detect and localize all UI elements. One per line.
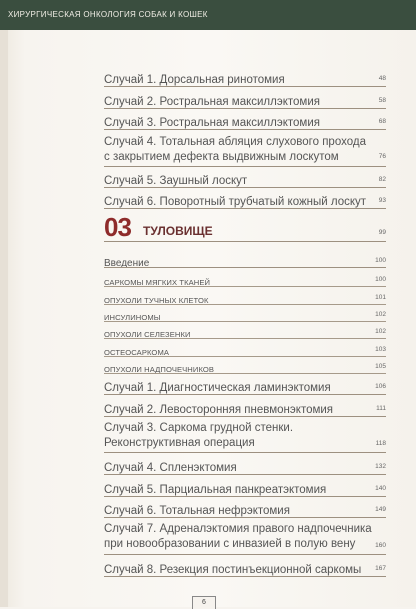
header-band xyxy=(0,0,416,30)
toc-rule xyxy=(104,321,386,322)
toc-rule xyxy=(104,554,386,555)
chapter-heading[interactable] xyxy=(104,212,386,242)
toc-entry[interactable] xyxy=(104,421,386,451)
toc-rule xyxy=(104,356,386,357)
toc-rule xyxy=(104,267,386,268)
chapter-rule xyxy=(104,241,386,242)
toc-entry[interactable] xyxy=(104,342,386,360)
toc-entry-title-line2: с закрытием дефекта выдвижным лоскутом xyxy=(104,151,339,163)
toc-rule xyxy=(104,394,386,395)
toc-entry[interactable] xyxy=(104,458,386,476)
toc-rule xyxy=(104,373,386,374)
toc-entry-title: Случай 5. Парциальная панкреатэктомия xyxy=(104,484,327,496)
toc-entry[interactable] xyxy=(104,290,386,308)
toc-entry-title: ОСТЕОСАРКОМА xyxy=(104,348,170,357)
toc-entry[interactable] xyxy=(104,92,386,110)
toc-entry-page: 48 xyxy=(378,75,386,82)
toc-rule xyxy=(104,474,386,475)
toc-rule xyxy=(104,187,386,188)
toc-entry-title: ОПУХОЛИ ТУЧНЫХ КЛЕТОК xyxy=(104,296,209,305)
toc-rule xyxy=(104,304,386,305)
toc-entry-title: Случай 2. Левосторонняя пневмонэктомия xyxy=(104,404,334,416)
toc-entry-title: ИНСУЛИНОМЫ xyxy=(104,313,161,322)
toc-entry[interactable] xyxy=(104,70,386,88)
toc-entry-page: 68 xyxy=(378,118,386,125)
toc-entry-title-line2: Реконструктивная операция xyxy=(104,437,255,449)
page-gutter xyxy=(0,30,8,607)
toc-entry-page: 76 xyxy=(378,153,386,160)
toc-rule xyxy=(104,452,386,453)
toc-entry[interactable] xyxy=(104,560,386,578)
toc-entry-page: 132 xyxy=(375,463,386,470)
toc-entry[interactable] xyxy=(104,307,386,325)
toc-entry-page: 93 xyxy=(378,197,386,204)
toc-entry-page: 101 xyxy=(375,294,386,301)
chapter-page: 99 xyxy=(378,229,386,236)
page-number: 6 xyxy=(192,596,216,609)
toc-entry-page: 102 xyxy=(375,311,386,318)
toc-entry-page: 100 xyxy=(375,276,386,283)
toc-rule xyxy=(104,338,386,339)
toc-entry-title: Случай 7. Адреналэктомия правого надпочечника xyxy=(104,523,372,535)
toc-entry[interactable] xyxy=(104,522,386,552)
toc-entry-title: Случай 6. Поворотный трубчатый кожный лоскут xyxy=(104,196,367,208)
toc-entry[interactable] xyxy=(104,359,386,377)
toc-entry-page: 140 xyxy=(375,485,386,492)
toc-entry[interactable] xyxy=(104,400,386,418)
toc-entry-page: 167 xyxy=(375,565,386,572)
toc-entry-title: САРКОМЫ МЯГКИХ ТКАНЕЙ xyxy=(104,278,211,287)
toc-entry-page: 58 xyxy=(378,97,386,104)
toc-rule xyxy=(104,496,386,497)
toc-rule xyxy=(104,416,386,417)
toc-entry-title: ОПУХОЛИ СЕЛЕЗЕНКИ xyxy=(104,330,191,339)
toc-entry-page: 106 xyxy=(375,383,386,390)
toc-entry-title-line2: при новообразовании с инвазией в полую вену xyxy=(104,538,356,550)
toc-entry-page: 82 xyxy=(378,176,386,183)
toc-entry-page: 105 xyxy=(375,363,386,370)
toc-entry-title: ОПУХОЛИ НАДПОЧЕЧНИКОВ xyxy=(104,365,215,374)
toc-entry[interactable] xyxy=(104,272,386,290)
toc-rule xyxy=(104,286,386,287)
toc-entry-title: Случай 1. Диагностическая ламинэктомия xyxy=(104,382,331,394)
toc-entry[interactable] xyxy=(104,324,386,342)
toc-entry-page: 160 xyxy=(375,542,386,549)
toc-entry-page: 149 xyxy=(375,506,386,513)
toc-entry[interactable] xyxy=(104,171,386,189)
toc-rule xyxy=(104,108,386,109)
toc-entry[interactable] xyxy=(104,480,386,498)
toc-entry-title: Введение xyxy=(104,258,150,269)
toc-entry-title: Случай 3. Саркома грудной стенки. xyxy=(104,422,294,434)
toc-entry-title: Случай 8. Резекция постинъекционной саркомы xyxy=(104,564,362,576)
toc-entry[interactable] xyxy=(104,501,386,519)
toc-entry[interactable] xyxy=(104,135,386,165)
toc-entry[interactable] xyxy=(104,253,386,271)
toc-entry-page: 102 xyxy=(375,328,386,335)
toc-entry-title: Случай 6. Тотальная нефрэктомия xyxy=(104,505,290,517)
toc-entry-title: Случай 3. Ростральная максиллэктомия xyxy=(104,117,320,129)
toc-entry-page: 111 xyxy=(376,405,386,412)
toc-entry-title: Случай 4. Спленэктомия xyxy=(104,462,237,474)
toc-rule xyxy=(104,208,386,209)
toc-entry-title: Случай 4. Тотальная абляция слухового прохода xyxy=(104,136,366,148)
running-head: ХИРУРГИЧЕСКАЯ ОНКОЛОГИЯ СОБАК И КОШЕК xyxy=(8,10,208,19)
toc-entry-title: Случай 5. Заушный лоскут xyxy=(104,175,248,187)
toc-rule xyxy=(104,166,386,167)
toc-entry-title: Случай 1. Дорсальная ринотомия xyxy=(104,74,285,86)
toc-entry-page: 100 xyxy=(375,257,386,264)
toc-rule xyxy=(104,517,386,518)
toc-entry[interactable] xyxy=(104,378,386,396)
toc-entry-title: Случай 2. Ростральная максиллэктомия xyxy=(104,96,320,108)
toc-entry-page: 103 xyxy=(375,346,386,353)
toc-entry[interactable] xyxy=(104,192,386,210)
chapter-title: ТУЛОВИЩЕ xyxy=(143,224,213,238)
toc-entry-page: 118 xyxy=(375,440,386,447)
toc-rule xyxy=(104,576,386,577)
toc-rule xyxy=(104,86,386,87)
toc-entry[interactable] xyxy=(104,113,386,131)
toc-rule xyxy=(104,129,386,130)
chapter-number: 03 xyxy=(104,212,131,242)
